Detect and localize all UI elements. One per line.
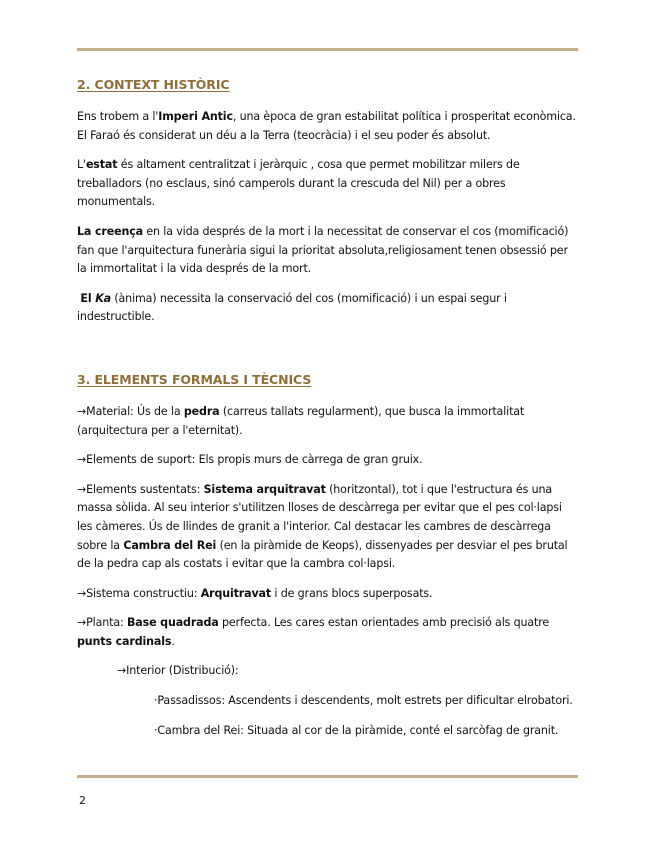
text: : — [120, 616, 127, 630]
text: perfecta. Les cares estan orientades amb precisió als quatre — [218, 616, 550, 630]
paragraph-ka — [77, 290, 580, 327]
text: , una època de gran estabilitat política i prosperitat econòmica. El Faraó és considerat un déu a la Terra (teocràcia) i el seu poder és absolut. — [77, 110, 576, 142]
text: és altament centralitzat i jeràrquic , cosa que permet mobilitzar milers de treballadors (no esclaus, sinó camperols durant la crescuda del Nil) per a obres monumentals. — [77, 158, 520, 209]
bold-term: Sistema arquitravat — [203, 482, 326, 496]
top-rule — [77, 48, 578, 51]
bold-term: Arquitravat — [200, 586, 272, 600]
bold-term: punts cardinals — [77, 634, 172, 648]
bold-term: El — [80, 291, 96, 305]
text: . — [171, 634, 175, 648]
section-heading-context: 2. CONTEXT HISTÒRIC — [77, 77, 230, 92]
text: i de grans blocs superposats. — [271, 586, 433, 600]
page-content — [77, 76, 580, 740]
page-number: 2 — [79, 794, 86, 807]
bold-term: Base quadrada — [126, 616, 219, 630]
subitem-passadissos: ·Passadissos: Ascendents i descendents, molt estrets per dificultar elrobatori. — [154, 694, 573, 708]
paragraph-imperi — [77, 108, 580, 145]
item-suport — [77, 451, 580, 470]
bottom-rule — [77, 775, 578, 778]
bold-term: estat — [85, 158, 118, 172]
text: L' — [77, 158, 86, 172]
item-label: →Planta — [77, 616, 120, 630]
item-label: →Material — [77, 404, 131, 418]
bold-term: pedra — [183, 404, 220, 418]
item-material — [77, 403, 580, 440]
paragraph-estat — [77, 156, 580, 212]
item-label: →Sistema constructiu — [77, 586, 194, 600]
item-interior: →Interior (Distribució): — [117, 664, 239, 678]
bold-term: Imperi Antic — [158, 110, 233, 123]
text: : Ús de la — [130, 404, 184, 418]
text: Ens trobem a l' — [77, 110, 159, 123]
text: (ànima) necessita la conservació del cos (momificació) i un espai segur i indestructible. — [77, 291, 507, 324]
text: (horitzontal), tot i que l'estructura és una massa sòlida. Al seu interior s'utilitzen lloses de descàrrega per evitar que el pes col·lapsi les càmeres. Ús de llindes de granit a l'interior. Cal destacar les cambres de descàrrega sobre la — [77, 482, 562, 552]
paragraph-creenca — [77, 223, 580, 279]
text: : — [193, 586, 201, 600]
subitem-cambra: ·Cambra del Rei: Situada al cor de la piràmide, conté el sarcòfag de granit. — [154, 723, 559, 737]
text: (en la piràmide de Keops), dissenyades per desviar el pes brutal de la pedra cap als costats i evitar que la cambra col·lapsi. — [77, 538, 568, 571]
item-label: →Elements sustentats — [77, 482, 197, 496]
item-planta — [77, 614, 580, 651]
bold-term: Cambra del Rei — [123, 538, 217, 552]
item-label: →Elements de suport — [77, 453, 192, 467]
text: : Els propis murs de càrrega de gran gruix. — [191, 453, 423, 467]
bold-italic-term: Ka — [95, 291, 111, 305]
bold-term: La creença — [77, 224, 143, 238]
item-constructiu — [77, 585, 580, 604]
text: en la vida després de la mort i la necessitat de conservar el cos (momificació) fan que l'arquitectura funerària sigui la prioritat absoluta,religiosament tenen obsessió per la immortalitat i la vida després de la mort. — [77, 224, 569, 276]
section-heading-elements: 3. ELEMENTS FORMALS I TÈCNICS — [77, 371, 312, 387]
text: (carreus tallats regularment), que busca la immortalitat (arquitectura per a l'eternitat). — [77, 404, 525, 437]
item-sustentats — [77, 481, 580, 574]
text: : — [196, 482, 204, 496]
